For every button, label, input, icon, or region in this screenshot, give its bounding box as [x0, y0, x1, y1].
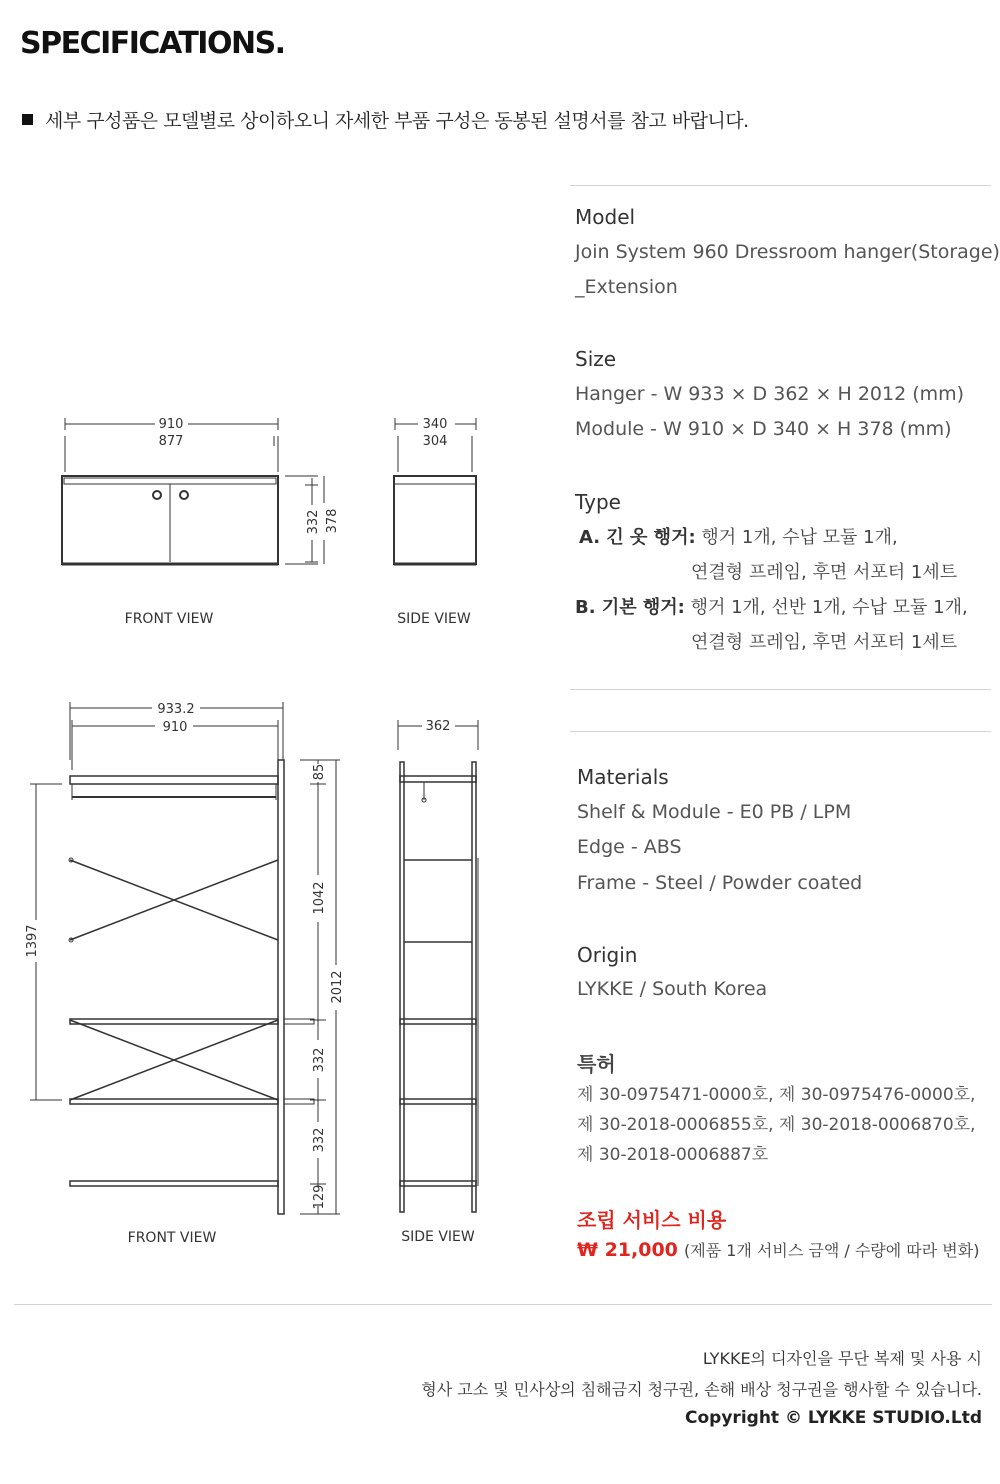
type-heading: Type [575, 490, 621, 514]
bottom-front-view-label: FRONT VIEW [127, 1230, 217, 1246]
divider [570, 731, 991, 732]
type-b-line-1: 행거 1개, 선반 1개, 수납 모듈 1개, [690, 597, 968, 618]
notice-text: 세부 구성품은 모델별로 상이하오니 자세한 부품 구성은 동봉된 설명서를 참고 바랍니다. [45, 110, 749, 132]
divider [570, 185, 991, 186]
footer-line-1: LYKKE의 디자인을 무단 복제 및 사용 시 [702, 1349, 982, 1368]
dim-332-a: 332 [312, 1047, 327, 1073]
materials-frame: Frame - Steel / Powder coated [577, 872, 863, 894]
patent-line-2: 제 30-2018-0006855호, 제 30-2018-0006870호, [577, 1115, 976, 1135]
dim-910-top: 910 [158, 417, 184, 432]
dim-1397: 1397 [25, 924, 40, 958]
dim-304: 304 [422, 434, 448, 449]
model-line-1: Join System 960 Dressroom hanger(Storage) [575, 241, 1000, 263]
materials-edge: Edge - ABS [577, 836, 682, 858]
type-b-line-2: 연결형 프레임, 후면 서포터 1세트 [691, 632, 958, 653]
footer-line-2: 형사 고소 및 민사상의 침해금지 청구권, 손해 배상 청구권을 행사할 수 있습니다. [421, 1380, 982, 1399]
type-a-label: A. 긴 옷 행거: [579, 527, 696, 548]
origin-value: LYKKE / South Korea [577, 978, 768, 1000]
patent-line-3: 제 30-2018-0006887호 [577, 1145, 769, 1165]
dim-877: 877 [158, 434, 184, 449]
type-a-line-1: 행거 1개, 수납 모듈 1개, [701, 527, 898, 548]
dim-933-2: 933.2 [157, 702, 195, 717]
materials-heading: Materials [577, 765, 669, 789]
dim-129: 129 [312, 1184, 327, 1210]
dim-332-top: 332 [306, 509, 321, 535]
footer-copyright: Copyright © LYKKE STUDIO.Ltd [685, 1408, 982, 1428]
service-heading: 조립 서비스 비용 [577, 1208, 727, 1232]
size-hanger: Hanger - W 933 × D 362 × H 2012 (mm) [575, 383, 965, 405]
size-module: Module - W 910 × D 340 × H 378 (mm) [575, 418, 952, 440]
dim-378: 378 [325, 508, 340, 534]
patent-line-1: 제 30-0975471-0000호, 제 30-0975476-0000호, [577, 1085, 976, 1105]
size-heading: Size [575, 347, 617, 371]
type-b-label: B. 기본 행거: [575, 597, 685, 618]
divider [570, 689, 991, 690]
top-front-view-label: FRONT VIEW [124, 611, 214, 627]
origin-heading: Origin [577, 943, 638, 967]
top-side-view-label: SIDE VIEW [397, 611, 471, 627]
type-a-line-2: 연결형 프레임, 후면 서포터 1세트 [691, 562, 958, 583]
footer-divider [14, 1304, 992, 1305]
patent-heading: 특허 [577, 1052, 616, 1076]
bottom-front-view-drawing [30, 702, 340, 1214]
dim-362: 362 [425, 719, 451, 734]
model-heading: Model [575, 205, 636, 229]
technical-drawings [0, 0, 560, 1300]
service-price-row [577, 1238, 979, 1261]
service-price: ₩ 21,000 [577, 1239, 678, 1261]
page-title: SPECIFICATIONS. [20, 26, 285, 61]
service-price-note: (제품 1개 서비스 금액 / 수량에 따라 변화) [683, 1241, 980, 1260]
dim-85: 85 [312, 763, 327, 781]
dim-910-bottom: 910 [162, 720, 188, 735]
dim-1042: 1042 [312, 881, 327, 915]
dim-332-b: 332 [312, 1127, 327, 1153]
top-front-view-drawing [62, 418, 324, 564]
bottom-side-view-drawing [398, 720, 478, 1212]
bottom-side-view-label: SIDE VIEW [401, 1229, 475, 1245]
materials-shelf: Shelf & Module - E0 PB / LPM [577, 801, 852, 823]
dim-340: 340 [422, 417, 448, 432]
type-b-row [575, 590, 968, 625]
model-line-2: _Extension [575, 276, 678, 298]
type-a-row [579, 520, 898, 555]
dim-2012: 2012 [330, 970, 345, 1004]
